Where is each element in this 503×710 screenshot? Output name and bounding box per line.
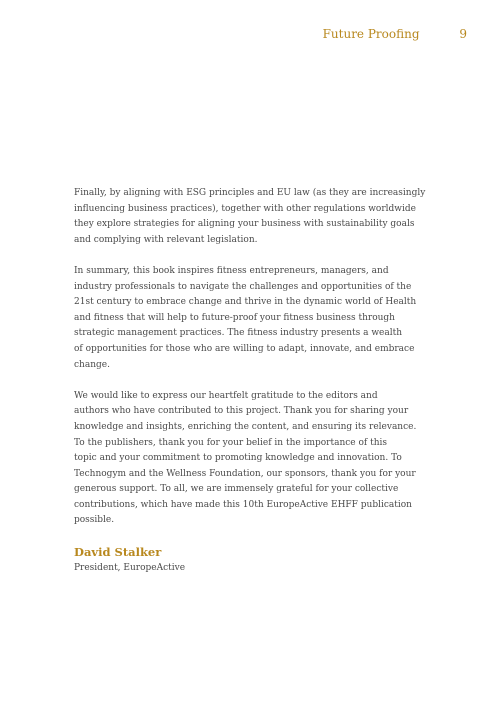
text-line: Technogym and the Wellness Foundation, our sponsors, thank you for your (74, 468, 416, 479)
text-line: generous support. To all, we are immensely grateful for your collective (74, 484, 399, 495)
text-line: In summary, this book inspires fitness entrepreneurs, managers, and (74, 265, 389, 276)
text-line: possible. (74, 515, 115, 526)
text-line: they explore strategies for aligning your business with sustainability goals (74, 219, 415, 230)
signature-block (74, 544, 185, 576)
text-line: strategic management practices. The fitness industry presents a wealth (74, 328, 403, 339)
text-line: We would like to express our heartfelt gratitude to the editors and (74, 390, 378, 401)
body-text (74, 186, 426, 545)
text-line: industry professionals to navigate the challenges and opportunities of the (74, 281, 412, 292)
text-line: topic and your commitment to promoting knowledge and innovation. To (74, 453, 402, 464)
text-line: To the publishers, thank you for your belief in the importance of this (74, 437, 387, 448)
text-line: contributions, which have made this 10th EuropeActive EHFF publication (74, 499, 412, 510)
text-line: and fitness that will help to future-proof your fitness business through (74, 312, 395, 323)
section-title: Future Proofing (322, 27, 420, 41)
page-number: 9 (459, 27, 467, 41)
text-line: and complying with relevant legislation. (74, 234, 258, 245)
signatory-role: President, EuropeActive (74, 563, 186, 573)
signatory-name: David Stalker (74, 545, 162, 559)
text-line: of opportunities for those who are willing to adapt, innovate, and embrace (74, 343, 415, 354)
paragraph-gratitude (74, 389, 419, 529)
text-line: knowledge and insights, enriching the content, and ensuring its relevance. (74, 421, 417, 432)
paragraph-esg (74, 186, 426, 248)
running-header (323, 27, 467, 41)
text-line: influencing business practices), together with other regulations worldwide (74, 203, 416, 214)
paragraph-summary (74, 264, 419, 373)
text-line: Finally, by aligning with ESG principles and EU law (as they are increasingly (74, 188, 426, 198)
text-line: authors who have contributed to this project. Thank you for sharing your (74, 406, 409, 417)
text-line: 21st century to embrace change and thrive in the dynamic world of Health (74, 297, 417, 308)
text-line: change. (74, 359, 110, 370)
